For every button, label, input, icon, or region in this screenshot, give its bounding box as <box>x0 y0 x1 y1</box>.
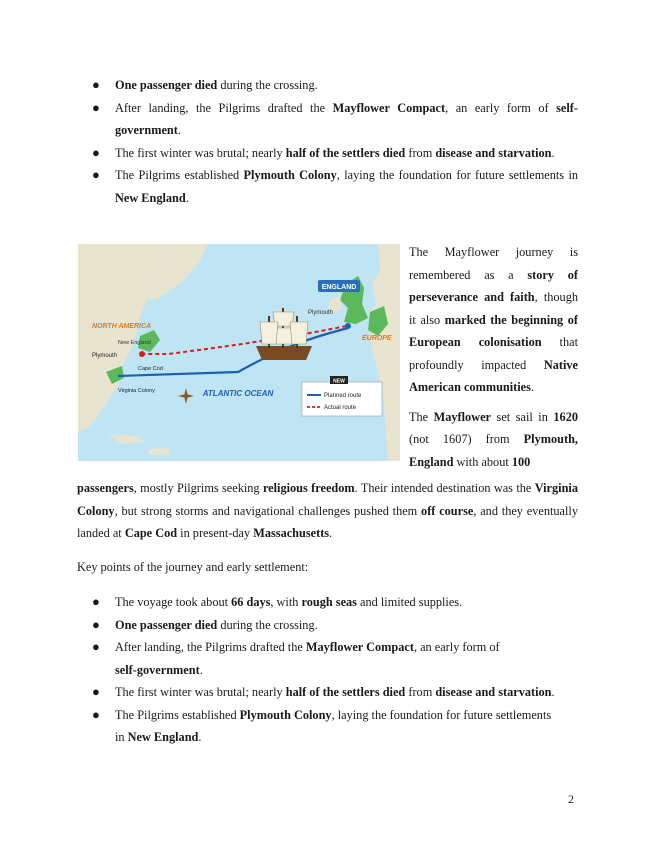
bullet-icon: ● <box>92 684 100 699</box>
bold-text: religious freedom <box>262 481 355 495</box>
bold-text: Plymouth Colony <box>239 707 332 722</box>
bullet-icon: ● <box>92 639 100 654</box>
bullet-icon: ● <box>92 144 100 160</box>
map-label-plymouth-uk: Plymouth <box>308 310 334 316</box>
map-plymouth-us-marker <box>139 351 145 357</box>
key-points-list-bottom <box>77 591 578 749</box>
text-run: . Their intended destination was the <box>354 481 535 495</box>
bold-text: marked the beginning of European colonisation <box>409 312 578 349</box>
list-item <box>77 164 578 209</box>
bold-text: disease and starvation <box>435 685 552 699</box>
text-run: set sail in <box>491 409 554 424</box>
text-run: , but strong storms and navigational challenges pushed them <box>114 503 422 518</box>
list-item <box>77 614 578 637</box>
bold-text: One passenger died <box>115 78 218 92</box>
bold-text: 100 <box>511 454 531 469</box>
bullet-icon: ● <box>92 167 100 182</box>
bold-text: One passenger died <box>115 617 218 632</box>
bold-text: off course <box>421 503 474 518</box>
key-points-intro: Key points of the journey and early settlement: <box>77 560 309 574</box>
text-run: . <box>177 123 181 137</box>
text-run: from <box>405 685 436 699</box>
map-legend <box>302 376 382 416</box>
bold-text: Cape Cod <box>124 526 178 540</box>
map-label-plymouth-us: Plymouth <box>92 353 118 359</box>
text-run: . <box>329 526 333 540</box>
text-run: The Pilgrims established <box>115 168 244 182</box>
text-run: during the crossing. <box>217 617 318 632</box>
bold-text: Plymouth Colony <box>243 168 337 182</box>
text-run: . <box>199 662 203 677</box>
mayflower-route-map <box>78 244 400 461</box>
text-run: from <box>405 145 436 160</box>
text-run: and limited supplies. <box>356 595 463 609</box>
bold-text: rough seas <box>301 595 357 609</box>
text-run: , laying the foundation for future settlements <box>331 707 552 722</box>
text-run: . <box>530 380 534 394</box>
bold-text: Mayflower Compact <box>332 100 446 115</box>
bold-text: 1620 <box>553 409 578 424</box>
list-item <box>77 142 578 165</box>
text-run: in <box>115 730 128 744</box>
map-label-new-england: New England <box>118 340 151 346</box>
text-run: After landing, the Pilgrims drafted the <box>115 100 333 115</box>
page-number: 2 <box>568 792 574 806</box>
bold-text: Plymouth, England <box>409 432 578 469</box>
list-item <box>77 704 578 749</box>
text-run: The Mayflower journey is remembered as a <box>409 245 578 282</box>
text-run: . <box>551 685 555 699</box>
text-run: The Pilgrims established <box>115 707 240 722</box>
list-item <box>77 681 578 704</box>
text-run: The first winter was brutal; nearly <box>115 685 286 699</box>
bold-text: Virginia Colony <box>77 481 578 518</box>
bold-text: Mayflower Compact <box>305 640 414 654</box>
bold-text: 66 days <box>231 595 271 609</box>
paragraph-mayflower-sailing <box>409 406 578 474</box>
legend-actual-route: Actual route <box>324 405 357 411</box>
bold-text: half of the settlers died <box>285 685 406 699</box>
map-label-new-badge: NEW <box>333 378 345 385</box>
text-run: The first winter was brutal; nearly <box>115 145 286 160</box>
bold-text: passengers <box>77 481 134 495</box>
text-run: during the crossing. <box>217 78 318 92</box>
bold-text: half of the settlers died <box>285 145 406 160</box>
map-label-europe: EUROPE <box>362 335 392 342</box>
bullet-icon: ● <box>92 616 100 632</box>
map-label-atlantic: ATLANTIC OCEAN <box>202 389 274 398</box>
text-run: . <box>198 730 202 744</box>
bold-text: disease and starvation <box>435 145 552 160</box>
text-run: , an early form of <box>413 640 500 654</box>
bold-text: self-government <box>115 100 578 137</box>
paragraph-mayflower-legacy <box>409 241 578 399</box>
bold-text: New England <box>127 730 199 744</box>
text-run: with about <box>453 454 512 469</box>
bold-text: story of perseverance and faith <box>409 267 579 304</box>
bold-text: self-government <box>115 662 200 677</box>
list-item <box>77 591 578 614</box>
map-side-text <box>409 241 578 473</box>
text-run: , and they eventually landed at <box>77 503 578 540</box>
list-item <box>77 74 578 97</box>
list-item <box>77 636 578 681</box>
bullet-icon: ● <box>92 77 100 92</box>
bold-text: New England <box>115 190 186 205</box>
bullet-icon: ● <box>92 706 100 722</box>
bullet-icon: ● <box>92 99 100 115</box>
text-run: , an early form of <box>445 100 557 115</box>
text-run: , with <box>270 595 302 609</box>
text-run: The <box>409 409 434 424</box>
text-run: , laying the foundation for future settlements in <box>336 168 579 182</box>
list-item <box>77 97 578 142</box>
full-width-text <box>77 477 578 545</box>
bold-text: Mayflower <box>433 409 492 424</box>
legend-planned-route: Planned route <box>324 393 362 399</box>
paragraph-passengers-destination <box>77 477 578 545</box>
key-points-list-top <box>77 74 578 209</box>
text-run: . <box>551 145 555 160</box>
bullet-icon: ● <box>92 594 100 609</box>
bold-text: Native American communities <box>409 357 578 394</box>
map-plymouth-uk-marker <box>345 323 351 329</box>
text-run: (not 1607) from <box>409 432 524 446</box>
map-label-virginia: Virginia Colony <box>118 388 155 394</box>
map-label-england: ENGLAND <box>321 284 357 291</box>
map-label-cape-cod: Cape Cod <box>138 366 163 372</box>
text-run: . <box>185 190 189 205</box>
text-run: in present-day <box>177 526 254 540</box>
text-run: , mostly Pilgrims seeking <box>133 481 263 495</box>
text-run: The voyage took about <box>115 595 232 609</box>
text-run: that profoundly impacted <box>409 335 578 372</box>
text-run: , though it also <box>409 290 578 327</box>
bold-text: Massachusetts <box>253 526 330 540</box>
text-run: After landing, the Pilgrims drafted the <box>115 640 306 654</box>
map-label-north-america: NORTH AMERICA <box>92 323 152 330</box>
